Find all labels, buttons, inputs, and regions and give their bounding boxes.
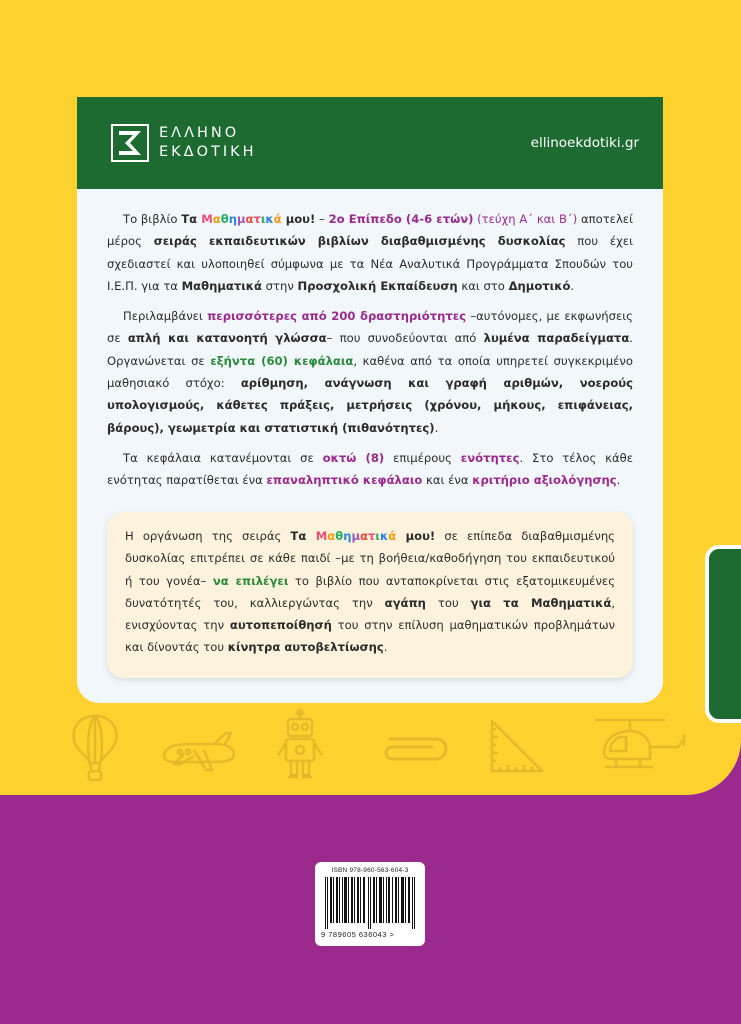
series-letter: η	[343, 529, 352, 543]
series-letter: θ	[220, 212, 229, 226]
text: Τα κεφάλαια κατανέμονται σε	[123, 450, 323, 465]
series-letter: Μ	[315, 529, 328, 543]
series-letter: κ	[379, 529, 389, 543]
text: Το βιβλίο	[123, 212, 182, 226]
paragraph-2	[107, 305, 633, 439]
text: του στην επίλυση μαθηματικών προβλημάτων και δίνοντάς του	[125, 618, 615, 655]
text: .	[434, 420, 439, 435]
paperclip-icon	[376, 729, 448, 769]
isbn-text: ISBN 978-960-563-604-3	[331, 867, 409, 874]
text: , καθένα από τα οποία υπηρετεί συγκεκριμένο μαθησιακό στόχο:	[107, 353, 634, 391]
text: –	[315, 212, 329, 226]
text: του	[425, 595, 471, 610]
bold-text: Δημοτικό	[508, 278, 571, 293]
robot-icon	[274, 709, 326, 785]
highlight-text: να επιλέγει	[212, 573, 289, 588]
bold-text: για τα Μαθηματικά	[470, 595, 612, 610]
series-letter: α	[245, 212, 254, 226]
publisher-name	[159, 124, 257, 162]
barcode-label	[315, 862, 425, 946]
series-letter: α	[327, 529, 336, 543]
bold-text: σειράς εκπαιδευτικών βιβλίων διαβαθμισμένης δυσκολίας	[153, 234, 566, 249]
series-letter: τ	[368, 529, 376, 543]
bold-text: αγάπη	[384, 595, 426, 610]
level-label: 2ο Επίπεδο (4-6 ετών)	[328, 212, 474, 226]
publisher-header	[77, 97, 663, 189]
bold-text: αυτοπεποίθησή	[229, 618, 332, 633]
hot-air-balloon-icon	[68, 713, 122, 783]
airplane-icon	[158, 730, 238, 774]
text: επιμέρους	[384, 450, 461, 465]
bold-text: Προσχολική Εκπαίδευση	[297, 278, 458, 293]
series-letter: θ	[335, 529, 344, 543]
text: .	[616, 473, 621, 488]
series-title-suffix: μου!	[281, 212, 316, 226]
series-title-prefix: Τα	[181, 212, 202, 226]
series-letter: ι	[260, 212, 266, 226]
bold-text: απλή και κατανοητή γλώσσα	[127, 331, 327, 346]
series-letter: η	[228, 212, 237, 226]
series-letter: μ	[236, 212, 246, 226]
series-letter: Μ	[201, 212, 213, 226]
decorative-icons-row	[60, 705, 700, 785]
text: αποτελεί μέρος	[107, 212, 633, 249]
series-title-prefix: Τα	[290, 529, 316, 543]
website-link[interactable]: ellinoekdotiki.gr	[530, 135, 639, 151]
series-letter: κ	[265, 212, 274, 226]
highlight-text: ενότητες	[460, 450, 520, 465]
highlight-text: επαναληπτικό κεφάλαιο	[266, 473, 423, 488]
series-letter: α	[360, 529, 368, 543]
highlight-text: κριτήριο αξιολόγησης	[472, 473, 617, 488]
text: στην	[261, 278, 298, 293]
series-title	[181, 212, 315, 226]
ellinoekdotiki-logo-icon	[111, 124, 149, 162]
text: που έχει σχεδιαστεί και υλοποιηθεί σύμφωνα με τα Νέα Αναλυτικά Προγράμματα Σπουδών του Ι.Ε.Π. για τα	[107, 234, 633, 293]
publisher-name-line1: ΕΛΛΗΝΟ	[159, 125, 240, 141]
barcode-number: 9 789605 636043 >	[321, 930, 395, 939]
bold-text: αρίθμηση, ανάγνωση και γραφή αριθμών, νοερούς υπολογισμούς, κάθετες πράξεις, μετρήσεις (χρόνου, μήκους, επιφάνειας, βάρους), γεωμετρία και στατιστική (πιθανότητες)	[107, 376, 633, 435]
ruler-triangle-icon	[488, 717, 546, 775]
bold-text: Μαθηματικά	[181, 278, 262, 293]
text: –αυτόνομες, με εκφωνήσεις σε	[107, 309, 633, 346]
highlight-text: οκτώ (8)	[322, 450, 385, 465]
highlight-text: εξήντα (60) κεφάλαια	[210, 353, 354, 368]
series-letter: ι	[375, 529, 380, 543]
text: .	[383, 640, 388, 655]
highlight-text: περισσότερες από 200 δραστηριότητες	[207, 309, 467, 324]
publisher-logo	[111, 124, 257, 162]
text: και στο	[457, 278, 509, 293]
series-letter: α	[212, 212, 221, 226]
barcode-icon	[321, 877, 419, 929]
bold-text: λυμένα παραδείγματα	[483, 331, 630, 346]
text: Περιλαμβάνει	[123, 309, 208, 324]
publisher-name-line2: ΕΚΔΟΤΙΚΗ	[159, 144, 257, 160]
series-letter: τ	[253, 212, 261, 226]
text: – που συνοδεύονται από	[326, 331, 484, 346]
back-cover-card	[77, 97, 663, 703]
text: και ένα	[422, 473, 473, 488]
series-letter: μ	[351, 529, 361, 543]
text: , ενισχύοντας την	[125, 595, 615, 633]
series-title	[290, 529, 435, 543]
text: το βιβλίο που ανταποκρίνεται στις εξατομικευμένες δυνατότητές του, καλλιεργώντας την	[125, 573, 615, 610]
bold-text: κίνητρα αυτοβελτίωσης	[227, 640, 384, 655]
text: . Στο τέλος κάθε ενότητας παρατίθεται ένα	[107, 450, 634, 488]
text: . Οργανώνεται σε	[107, 331, 633, 368]
series-title-suffix: μου!	[396, 529, 436, 543]
text: .	[570, 278, 575, 293]
info-note-box	[107, 512, 633, 678]
series-letter: ά	[273, 212, 282, 226]
issues-label: (τεύχη Α΄ και Β΄)	[477, 212, 578, 226]
paragraph-1	[107, 208, 633, 297]
description	[77, 189, 663, 492]
series-letter: ά	[388, 529, 397, 543]
text: Η οργάνωση της σειράς	[125, 529, 291, 543]
text: σε επίπεδα διαβαθμισμένης δυσκολίας επιτρέπει σε κάθε παιδί –με τη βοήθεια/καθοδήγηση του εκπαιδευτικού ή του γονέα–	[125, 529, 615, 588]
side-tab	[705, 545, 741, 723]
paragraph-3	[107, 447, 633, 492]
helicopter-icon	[590, 715, 690, 781]
